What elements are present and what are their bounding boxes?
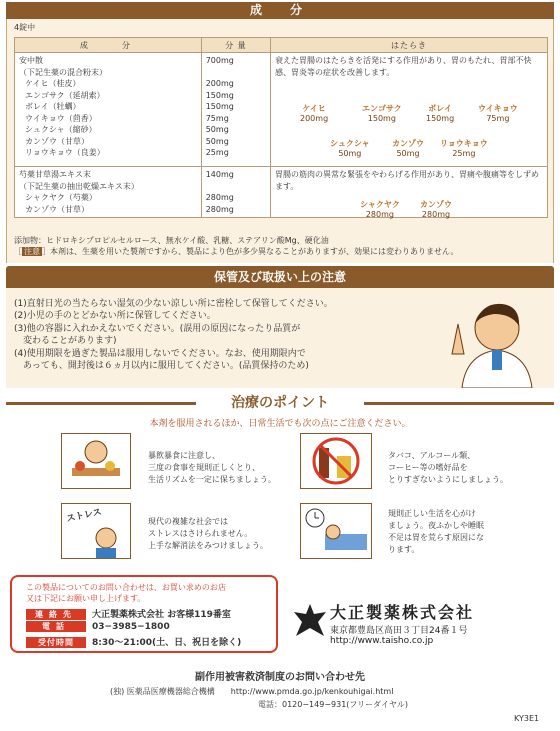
header-amount: 分 量 bbox=[201, 38, 270, 53]
per-dose-label: 4錠中 bbox=[14, 23, 36, 32]
contact-intro: この製品についてのお問い合わせは、お買い求めのお店 又は下記にお願い申し上げます。 bbox=[26, 583, 226, 603]
header-name: 成 分 bbox=[15, 38, 202, 53]
storage-title: 保管及び取扱い上の注意 bbox=[6, 266, 554, 288]
treatment-header bbox=[0, 392, 560, 414]
taisho-eagle-logo bbox=[292, 602, 328, 642]
row1-effect: 衰えた胃腸のはたらきを活発にする作用があり、胃のもたれ、胃部不快感、胃炎等の症状を改善します。 bbox=[271, 53, 548, 167]
contact-row-company: 連絡先 大正製薬株式会社 お客様119番室 bbox=[26, 607, 231, 620]
contact-box bbox=[10, 575, 278, 653]
relief-info: (独) 医薬品医療機器総合機構 http://www.pmda.go.jp/kenkouhigai.html 電話：0120−149−931(フリーダイヤル) bbox=[110, 687, 408, 709]
sleep-illustration bbox=[300, 503, 372, 559]
herb-keihi: ケイヒ 200mg bbox=[300, 104, 329, 123]
additives-notes: 添加物：ヒドロキシプロピルセルロース、無水ケイ酸、乳糖、ステアリン酸Mg、硬化油 ［ 注意 ］本剤は、生薬を用いた製剤ですから、製品により色が多少異なることがありますが、効果には変わりありません。 bbox=[14, 236, 459, 256]
herb-kanzou: カンゾウ 50mg bbox=[392, 139, 424, 158]
product-code: KY3E1 bbox=[514, 714, 540, 723]
header-effect: はたらき bbox=[271, 38, 548, 53]
ingredients-table bbox=[14, 37, 548, 218]
vices-illustration bbox=[300, 433, 372, 489]
company-block bbox=[330, 600, 550, 646]
row2-amounts: 140mg 280mg 280mg bbox=[201, 167, 270, 218]
row2-names: 芍薬甘草湯エキス末 （下記生薬の抽出乾燥エキス末） シャクヤク（芍薬） カンゾウ（甘草） bbox=[15, 167, 202, 218]
doctor-illustration bbox=[432, 294, 547, 388]
tip-vices: タバコ、アルコール類、 コーヒー等の嗜好品を とりすぎないようにしましょう。 bbox=[388, 451, 508, 484]
contact-row-hours: 受付時間 8:30〜21:00(土、日、祝日を除く) bbox=[26, 635, 241, 648]
tip-stress: 現代の複雑な社会では ストレスはさけられません。 上手な解消法をみつけましょう。 bbox=[148, 517, 268, 550]
herb-shukusha: シュクシャ 50mg bbox=[330, 139, 370, 158]
row2-effect: 胃腸の筋肉の異常な緊張をやわらげる作用があり、胃痛や腹痛等をしずめます。 bbox=[271, 167, 548, 218]
ingredients-title: 成 分 bbox=[6, 2, 554, 19]
storage-list: (1)直射日光の当たらない湿気の少ない涼しい所に密栓して保管してください。 (2)小児の手のとどかない所に保管してください。 (3)他の容器に入れかえないでください。(誤用の原因になったり品質が 変わることがあります) (4)使用期限を過ぎた製品は服用しないでください。なお、使用期限内で あっても、開封後は６ヵ月以内に服用してください。(品質保持のため) bbox=[14, 299, 333, 372]
herb-kanzou-2: カンゾウ 280mg bbox=[420, 200, 452, 219]
herb-shakuyaku: シャクヤク 280mg bbox=[360, 200, 400, 219]
treatment-title: 治療のポイント bbox=[231, 395, 329, 411]
company-name: 大正製薬株式会社 bbox=[330, 603, 475, 622]
treatment-subtitle: 本剤を服用されるほか、日常生活でも次の点にご注意ください。 bbox=[149, 419, 411, 429]
herb-ryoukyou: リョウキョウ 25mg bbox=[440, 139, 488, 158]
contact-row-phone: 電話 03−3985−1800 bbox=[26, 621, 170, 632]
row1-amounts: 700mg 200mg 150mg 150mg 75mg 50mg 50mg 25mg bbox=[201, 53, 270, 167]
relief-title: 副作用被害救済制度のお問い合わせ先 bbox=[195, 672, 365, 683]
company-address: 東京都豊島区高田３丁目24番１号 bbox=[330, 626, 468, 636]
herb-uikyou: ウイキョウ 75mg bbox=[478, 104, 518, 123]
tip-meals: 暴飲暴食に注意し、 三度の食事を規則正しくとり、 生活リズムを一定に保ちましょう。 bbox=[148, 451, 276, 484]
herb-engosaku: エンゴサク 150mg bbox=[362, 104, 402, 123]
stress-illustration bbox=[61, 503, 131, 559]
stress-label: ストレス bbox=[65, 507, 103, 525]
meal-illustration bbox=[61, 433, 131, 489]
herb-borei: ボレイ 150mg bbox=[426, 104, 455, 123]
tip-sleep: 規則正しい生活を心がけ ましょう。夜ふかしや睡眠 不足は胃を荒らす原因にな ります。 bbox=[388, 509, 484, 554]
company-url: http://www.taisho.co.jp bbox=[330, 636, 434, 646]
row1-names: 安中散 （下記生薬の混合粉末） ケイヒ（桂皮） エンゴサク（延胡索） ボレイ（牡蠣） ウイキョウ（茴香） シュクシャ（縮砂） カンゾウ（甘草） リョウキョウ（良姜） bbox=[15, 53, 202, 167]
